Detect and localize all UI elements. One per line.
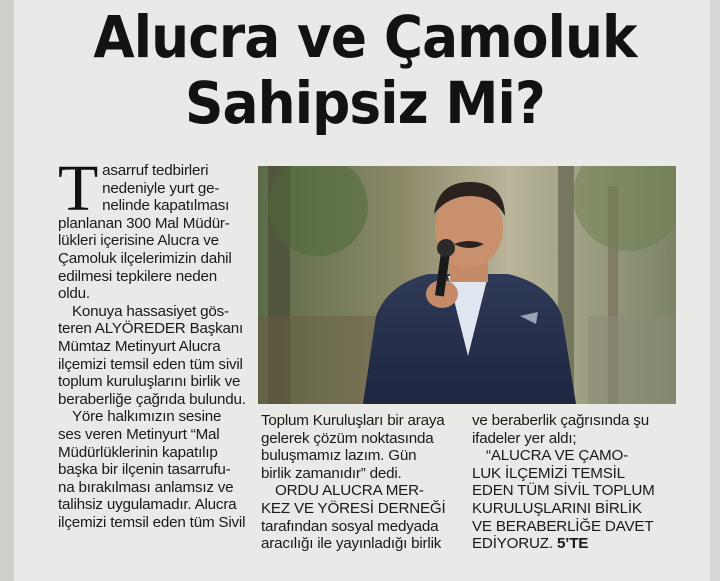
article-column-3 — [472, 412, 672, 553]
text-line: birlik zamanıdır” dedi. — [261, 464, 402, 482]
article-column-2 — [261, 412, 459, 553]
text-line: oldu. — [58, 285, 90, 303]
text-line: LUK İLÇEMİZİ TEMSİL — [472, 464, 625, 482]
page-right-margin — [710, 0, 720, 581]
text-line: Müdürlüklerinin kapatılıp — [58, 443, 218, 461]
text-line: “ALUCRA VE ÇAMO- — [486, 447, 628, 465]
headline-line-1: Alucra ve Çamoluk — [93, 3, 637, 71]
text-line: ifadeler yer aldı; — [472, 429, 577, 447]
headline-line-2: Sahipsiz Mi? — [185, 69, 545, 137]
text-line: edilmesi tepkilere neden — [58, 267, 217, 285]
text-line: nelinde kapatılması — [102, 197, 230, 215]
speaker-photo — [258, 166, 676, 404]
text-line: na bırakılması anlamsız ve — [58, 478, 234, 496]
text-line: KURULUŞLARINI BİRLİK — [472, 499, 642, 517]
text-line: planlanan 300 Mal Müdür- — [58, 214, 230, 232]
text-line: asarruf tedbirleri — [102, 162, 209, 179]
text-line: talihsiz uygulamadır. Alucra — [58, 496, 237, 514]
text-line: Konuya hassasiyet gös- — [72, 302, 229, 320]
text-line: KEZ VE YÖRESİ DERNEĞİ — [261, 499, 446, 517]
page-left-margin — [0, 0, 14, 581]
text-line: gelerek çözüm noktasında — [261, 429, 434, 447]
text-line: Çamoluk ilçelerimizin dahil — [58, 249, 232, 267]
text-line: toplum kuruluşlarını birlik ve — [58, 373, 241, 391]
text-line: EDEN TÜM SİVİL TOPLUM — [472, 482, 655, 500]
text-line: Yöre halkımızın sesine — [72, 408, 222, 426]
text-line: Mümtaz Metinyurt Alucra — [58, 337, 221, 355]
text-line: ilçemizi temsil eden tüm sivil — [58, 355, 243, 373]
text-line: aracılığı ile yayınladığı birlik — [261, 535, 442, 553]
continued-marker: 5’TE — [556, 535, 589, 553]
text-line: beraberliğe çağrıda bulundu. — [58, 390, 246, 408]
text-line: lükleri içerisine Alucra ve — [58, 232, 219, 250]
text-line: teren ALYÖREDER Başkanı — [58, 320, 244, 338]
speaker-with-microphone-photo-icon — [258, 166, 676, 404]
text-line: ve beraberlik çağrısında şu — [472, 412, 649, 429]
text-line: Toplum Kuruluşları bir araya — [261, 412, 445, 429]
text-line: tarafından sosyal medyada — [261, 517, 439, 535]
article-column-1 — [58, 152, 250, 531]
drop-cap: T — [58, 152, 99, 225]
text-line: ilçemizi temsil eden tüm Sivil — [58, 513, 246, 531]
headline — [20, 4, 710, 136]
closing-text: EDİYORUZ. — [472, 535, 553, 553]
text-line-last — [472, 535, 672, 553]
text-line: ses veren Metinyurt “Mal — [58, 425, 220, 443]
text-line: nedeniyle yurt ge- — [102, 179, 220, 197]
text-line: başka bir ilçenin tasarrufu- — [58, 461, 231, 479]
text-line: buluşmamız lazım. Gün — [261, 447, 417, 465]
text-line: ORDU ALUCRA MER- — [275, 482, 424, 500]
text-line: VE BERABERLİĞE DAVET — [472, 517, 654, 535]
